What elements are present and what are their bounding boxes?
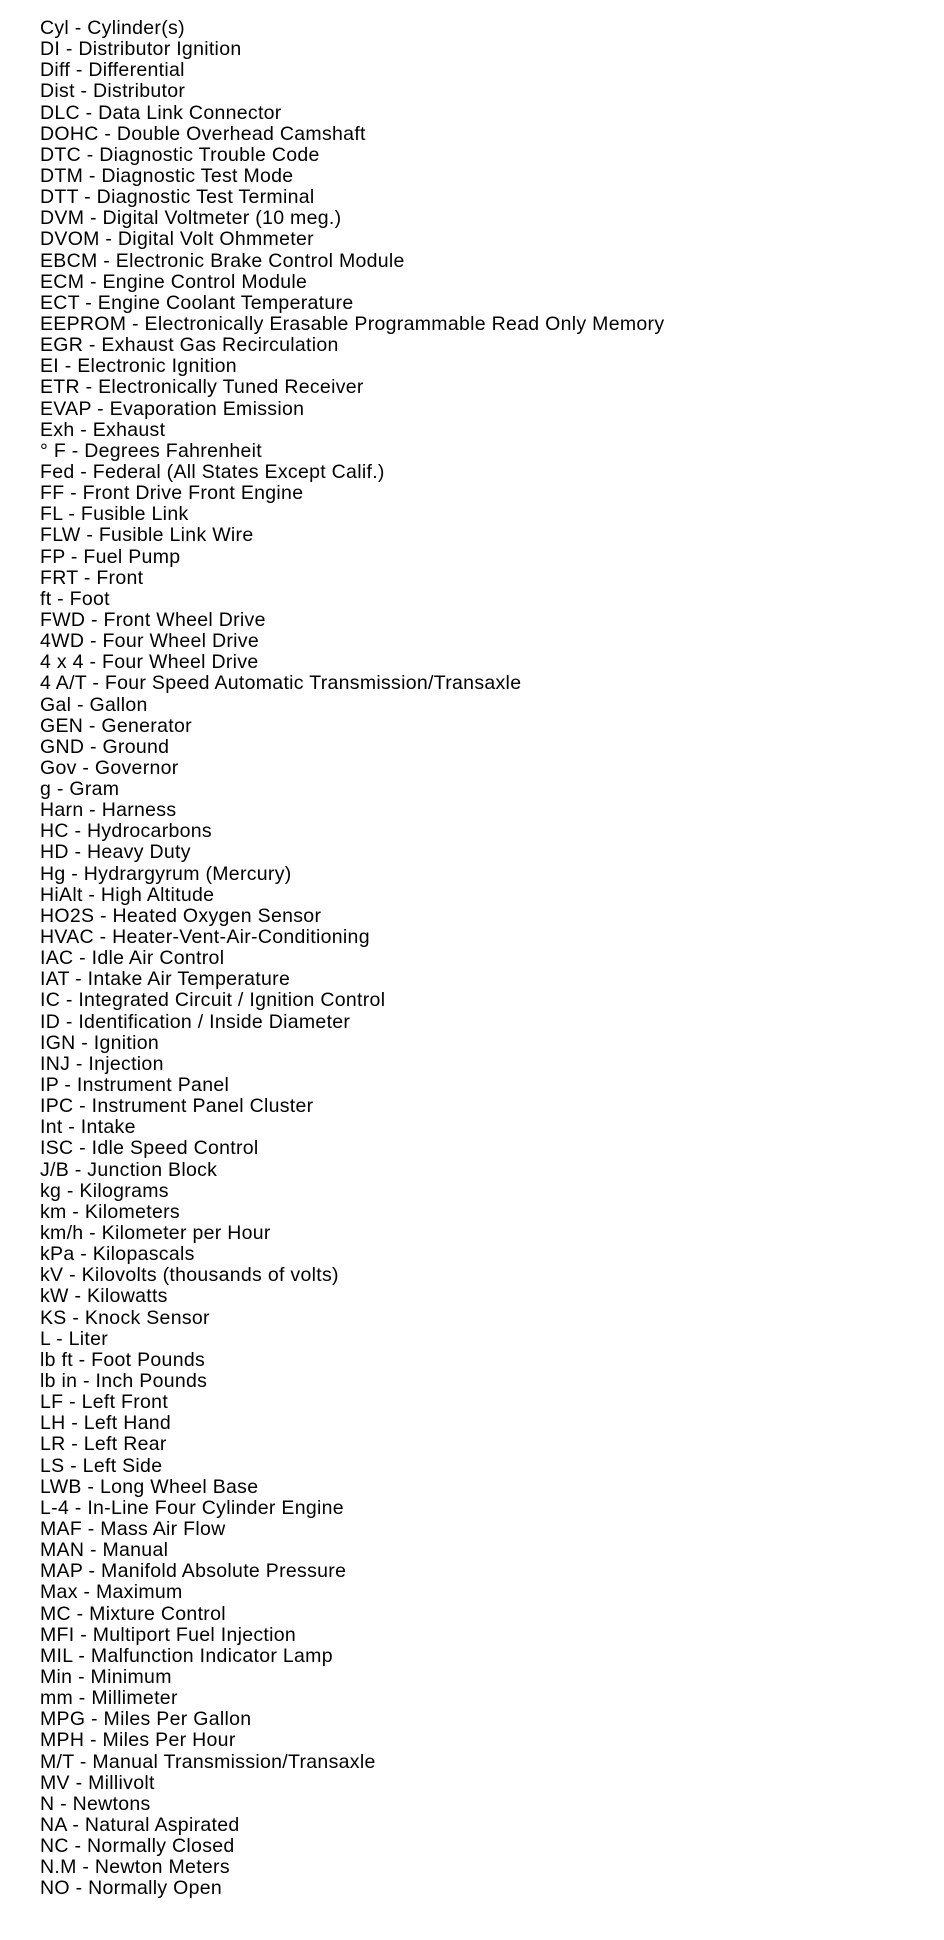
abbreviation-entry: km/h - Kilometer per Hour <box>40 1222 271 1245</box>
abbreviation-entry: DVOM - Digital Volt Ohmmeter <box>40 228 314 251</box>
abbreviation-list <box>40 18 664 1900</box>
abbreviation-entry: IPC - Instrument Panel Cluster <box>40 1095 314 1118</box>
abbreviation-entry: Diff - Differential <box>40 59 185 82</box>
abbreviation-entry: IAT - Intake Air Temperature <box>40 968 291 991</box>
abbreviation-entry: kV - Kilovolts (thousands of volts) <box>40 1264 339 1287</box>
abbreviation-entry: INJ - Injection <box>40 1052 164 1075</box>
abbreviation-entry: ft - Foot <box>40 587 110 610</box>
abbreviation-entry: EI - Electronic Ignition <box>40 355 237 378</box>
abbreviation-entry: lb in - Inch Pounds <box>40 1370 208 1392</box>
abbreviation-entry: ETR - Electronically Tuned Receiver <box>40 376 364 399</box>
abbreviation-entry: Min - Minimum <box>40 1665 172 1688</box>
abbreviation-entry: LF - Left Front <box>40 1391 169 1414</box>
abbreviation-entry: DLC - Data Link Connector <box>40 101 282 124</box>
abbreviation-entry: MV - Millivolt <box>40 1771 155 1794</box>
abbreviation-entry: FL - Fusible Link <box>40 503 189 526</box>
abbreviation-entry: NO - Normally Open <box>40 1877 223 1900</box>
abbreviation-entry: NC - Normally Closed <box>40 1835 235 1858</box>
abbreviation-entry: Cyl - Cylinder(s) <box>40 17 185 39</box>
abbreviation-entry: GND - Ground <box>40 735 170 758</box>
abbreviation-entry: IGN - Ignition <box>40 1031 160 1054</box>
abbreviation-entry: DTM - Diagnostic Test Mode <box>40 164 294 187</box>
abbreviation-entry: IC - Integrated Circuit / Ignition Control <box>40 989 386 1012</box>
abbreviation-entry: 4 x 4 - Four Wheel Drive <box>40 651 259 674</box>
abbreviation-entry: Harn - Harness <box>40 799 177 822</box>
abbreviation-entry: L - Liter <box>40 1327 109 1350</box>
abbreviation-entry: HC - Hydrocarbons <box>40 820 212 843</box>
abbreviation-entry: HO2S - Heated Oxygen Sensor <box>40 904 322 927</box>
abbreviation-entry: MPG - Miles Per Gallon <box>40 1708 252 1731</box>
abbreviation-entry: ECM - Engine Control Module <box>40 270 308 293</box>
abbreviation-entry: HVAC - Heater-Vent-Air-Conditioning <box>40 926 370 949</box>
abbreviation-entry: Gov - Governor <box>40 756 179 779</box>
abbreviation-entry: MFI - Multiport Fuel Injection <box>40 1623 297 1646</box>
abbreviation-entry: LWB - Long Wheel Base <box>40 1475 259 1498</box>
abbreviation-entry: J/B - Junction Block <box>40 1158 218 1181</box>
abbreviation-entry: GEN - Generator <box>40 714 192 737</box>
abbreviation-entry: g - Gram <box>40 778 120 801</box>
abbreviation-entry: MAP - Manifold Absolute Pressure <box>40 1560 347 1583</box>
abbreviation-entry: MC - Mixture Control <box>40 1602 226 1625</box>
abbreviation-entry: km - Kilometers <box>40 1200 180 1223</box>
abbreviation-entry: FRT - Front <box>40 566 144 589</box>
abbreviation-entry: Max - Maximum <box>40 1581 183 1604</box>
abbreviation-entry: DTC - Diagnostic Trouble Code <box>40 143 320 166</box>
abbreviation-entry: FP - Fuel Pump <box>40 545 181 568</box>
abbreviation-entry: HD - Heavy Duty <box>40 841 191 864</box>
abbreviation-entry: M/T - Manual Transmission/Transaxle <box>40 1750 376 1773</box>
abbreviation-entry: ECT - Engine Coolant Temperature <box>40 291 354 314</box>
abbreviation-entry: Dist - Distributor <box>40 80 186 103</box>
abbreviation-entry: Fed - Federal (All States Except Calif.) <box>40 460 385 483</box>
abbreviation-entry: EBCM - Electronic Brake Control Module <box>40 249 405 272</box>
abbreviation-entry: 4WD - Four Wheel Drive <box>40 630 259 653</box>
abbreviation-entry: ° F - Degrees Fahrenheit <box>40 439 263 462</box>
abbreviation-entry: IP - Instrument Panel <box>40 1074 230 1097</box>
abbreviation-entry: MIL - Malfunction Indicator Lamp <box>40 1644 333 1667</box>
abbreviation-entry: mm - Millimeter <box>40 1687 178 1710</box>
abbreviation-entry: MAN - Manual <box>40 1539 169 1562</box>
abbreviation-entry: Exh - Exhaust <box>40 418 166 441</box>
abbreviation-entry: kg - Kilograms <box>40 1179 169 1202</box>
abbreviation-entry: ID - Identification / Inside Diameter <box>40 1010 351 1033</box>
abbreviation-entry: L-4 - In-Line Four Cylinder Engine <box>40 1496 344 1519</box>
abbreviation-entry: DOHC - Double Overhead Camshaft <box>40 122 366 145</box>
abbreviation-entry: FF - Front Drive Front Engine <box>40 482 304 505</box>
abbreviation-entry: Hg - Hydrargyrum (Mercury) <box>40 862 292 885</box>
abbreviation-entry: MAF - Mass Air Flow <box>40 1517 226 1540</box>
abbreviation-entry: LS - Left Side <box>40 1454 163 1477</box>
abbreviation-entry: ISC - Idle Speed Control <box>40 1137 259 1160</box>
abbreviation-entry: N - Newtons <box>40 1792 151 1815</box>
abbreviation-entry: Gal - Gallon <box>40 693 148 716</box>
abbreviation-entry: KS - Knock Sensor <box>40 1306 210 1329</box>
abbreviation-entry: LR - Left Rear <box>40 1433 167 1456</box>
abbreviation-entry: kPa - Kilopascals <box>40 1243 195 1266</box>
abbreviation-entry: MPH - Miles Per Hour <box>40 1729 236 1752</box>
abbreviation-entry: DVM - Digital Voltmeter (10 meg.) <box>40 207 342 230</box>
abbreviation-entry: LH - Left Hand <box>40 1412 172 1435</box>
abbreviation-entry: DI - Distributor Ignition <box>40 38 242 61</box>
abbreviation-entry: HiAlt - High Altitude <box>40 883 215 906</box>
abbreviation-entry: N.M - Newton Meters <box>40 1856 230 1879</box>
abbreviation-entry: IAC - Idle Air Control <box>40 947 225 970</box>
abbreviation-entry: EVAP - Evaporation Emission <box>40 397 305 420</box>
abbreviation-entry: NA - Natural Aspirated <box>40 1813 240 1836</box>
abbreviation-entry: EGR - Exhaust Gas Recirculation <box>40 334 339 357</box>
abbreviation-entry: 4 A/T - Four Speed Automatic Transmission/Transaxle <box>40 672 522 695</box>
abbreviation-entry: FLW - Fusible Link Wire <box>40 524 254 547</box>
abbreviation-entry: lb ft - Foot Pounds <box>40 1348 206 1371</box>
abbreviation-entry: FWD - Front Wheel Drive <box>40 608 266 631</box>
abbreviation-entry: DTT - Diagnostic Test Terminal <box>40 186 315 209</box>
abbreviation-entry: Int - Intake <box>40 1116 136 1139</box>
abbreviation-entry: kW - Kilowatts <box>40 1285 168 1308</box>
abbreviation-entry: EEPROM - Electronically Erasable Programmable Read Only Memory <box>40 312 665 335</box>
